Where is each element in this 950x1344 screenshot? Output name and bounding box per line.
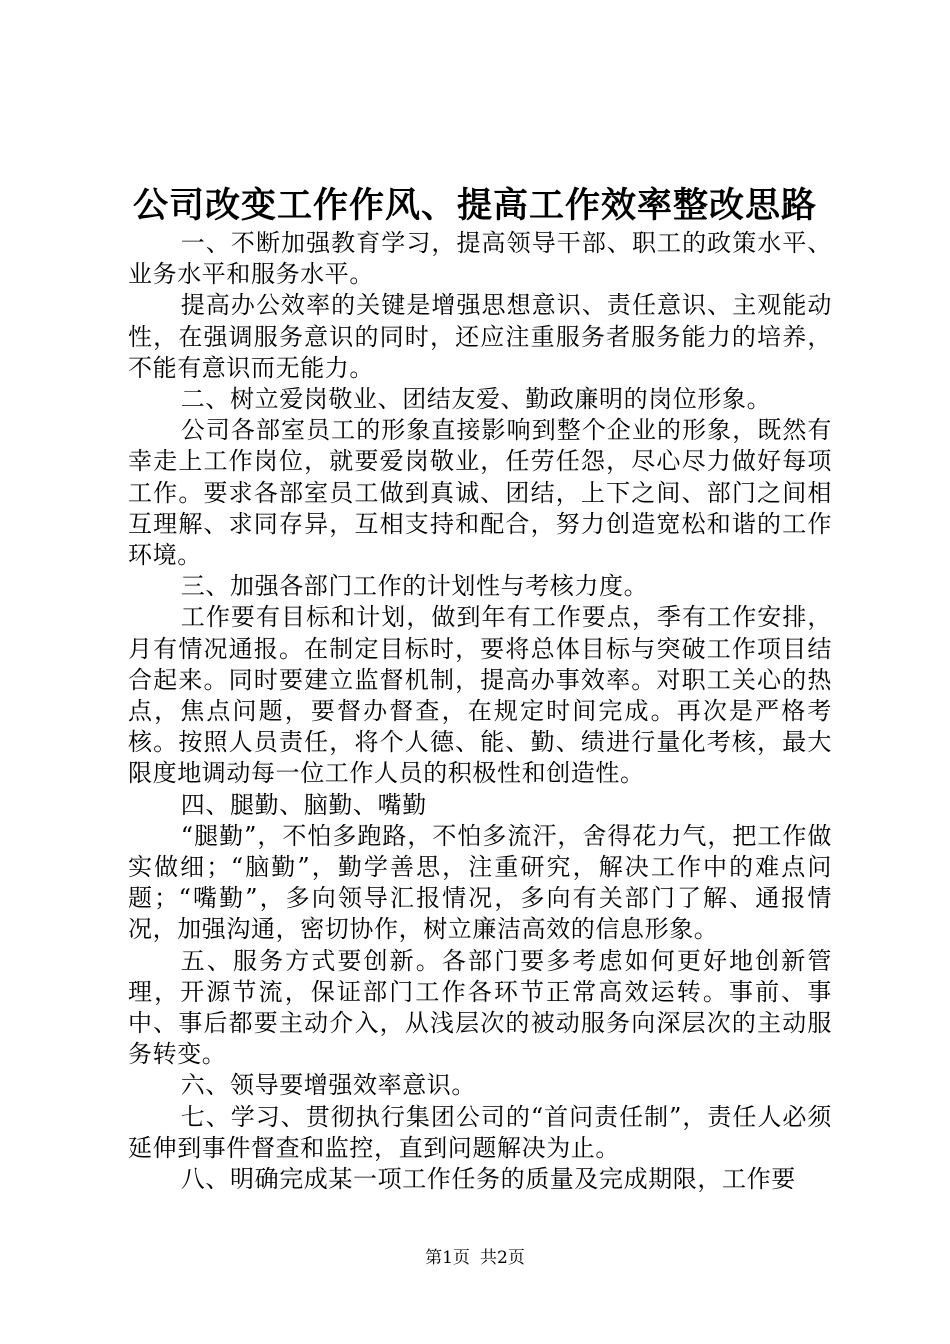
section-heading-1: 一、不断加强教育学习，提高领导干部、职工的政策水平、业务水平和服务水平。	[128, 229, 832, 289]
total-pages: 共2页	[480, 1248, 525, 1268]
section-paragraph-7: 七、学习、贯彻执行集团公司的“首问责任制”，责任人必须延伸到事件督查和监控，直到问题解决为止。	[128, 1102, 832, 1162]
body-paragraph: 工作要有目标和计划，做到年有工作要点，季有工作安排，月有情况通报。在制定目标时，要将总体目标与突破工作项目结合起来。同时要建立监督机制，提高办事效率。对职工关心的热点，焦点问题，要督办督查，在规定时间完成。再次是严格考核。按照人员责任，将个人德、能、勤、绩进行量化考核，最大限度地调动每一位工作人员的积极性和创造性。	[128, 603, 832, 788]
section-heading-3: 三、加强各部门工作的计划性与考核力度。	[180, 572, 649, 601]
document-title: 公司改变工作作风、提高工作效率整改思路	[132, 185, 817, 226]
body-paragraph: 提高办公效率的关键是增强思想意识、责任意识、主观能动性，在强调服务意识的同时，还应注重服务者服务能力的培养，不能有意识而无能力。	[128, 291, 832, 382]
section-heading-2: 二、树立爱岗敬业、团结友爱、勤政廉明的岗位形象。	[180, 385, 772, 414]
section-heading-4: 四、腿勤、脑勤、嘴勤	[180, 790, 427, 819]
document-body	[128, 228, 832, 1195]
body-paragraph: “腿勤”，不怕多跑路，不怕多流汗，舍得花力气，把工作做实做细；“脑勤”，勤学善思，注重研究，解决工作中的难点问题；“嘴勤”，多向领导汇报情况，多向有关部门了解、通报情况，加强沟通，密切协作，树立廉洁高效的信息形象。	[128, 821, 832, 944]
page-footer	[0, 1247, 950, 1269]
body-paragraph: 公司各部室员工的形象直接影响到整个企业的形象，既然有幸走上工作岗位，就要爱岗敬业，任劳任怨，尽心尽力做好每项工作。要求各部室员工做到真诚、团结，上下之间、部门之间相互理解、求同存异，互相支持和配合，努力创造宽松和谐的工作环境。	[128, 416, 832, 570]
page-number: 第1页	[425, 1248, 470, 1268]
section-paragraph-8: 八、明确完成某一项工作任务的质量及完成期限，工作要	[180, 1165, 796, 1194]
section-paragraph-5: 五、服务方式要创新。各部门要多考虑如何更好地创新管理，开源节流，保证部门工作各环节正常高效运转。事前、事中、事后都要主动介入，从浅层次的被动服务向深层次的主动服务转变。	[128, 946, 832, 1069]
section-heading-6: 六、领导要增强效率意识。	[180, 1071, 476, 1100]
